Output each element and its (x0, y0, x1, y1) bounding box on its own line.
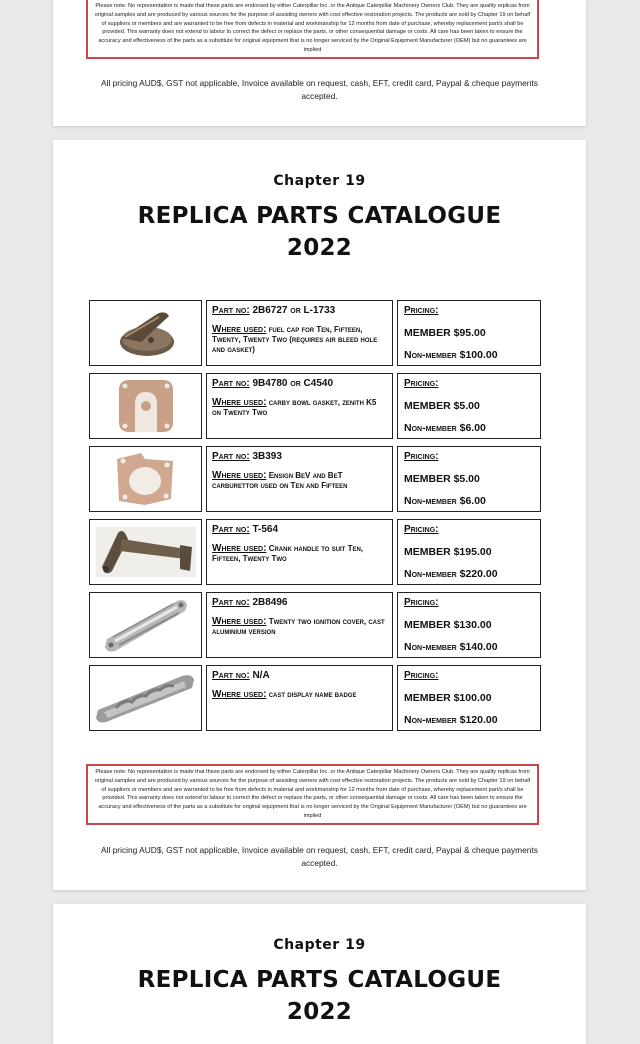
part-number (212, 305, 387, 317)
member-price: MEMBER $95.00 (404, 327, 486, 339)
chapter-heading: Chapter 19 (273, 937, 366, 953)
part-row (89, 592, 541, 658)
where-used-label: Where used: (212, 689, 267, 700)
disclaimer-text: Please note: No representation is made that these parts are endorsed by either Caterpillar Inc. or the Antique Caterpillar Machinery Owners Club. They are quality replicas from original samples and are produced by various sources for the purpose of assisting owners with cost effective restoration projects. The products are sold by Chapter 19 on behalf of suppliers or members and are warranted to be free from defects in material and workmanship for 12 months from date of purchase, whereby replacement part/s shall be provided. This warranty does not extend to labour to correct the defect or replace the parts, or other consequential damage or costs. All care has been taken to ensure the accuracy and effectiveness of the parts as a substitute for original equipment that is no longer serviced by the Original Equipment Manufacturer (OEM) but no guarantees are implied (94, 3, 531, 53)
part-no-label: Part no: (212, 378, 250, 389)
part-no-value: 2B6727 or L-1733 (252, 305, 336, 316)
part-image-cell (89, 446, 202, 512)
part-no-value: N/A (252, 670, 270, 681)
part-info-cell (206, 519, 393, 585)
part-number (212, 524, 387, 536)
pricing-label: Pricing: (404, 670, 439, 681)
part-row (89, 519, 541, 585)
part-row (89, 446, 541, 512)
part-number (212, 597, 387, 609)
where-used-value: Ensign BeV and BeT carburettor used on Ten and Fifteen (212, 471, 348, 490)
non-member-price: Non-member $100.00 (404, 349, 498, 361)
pricing-cell (397, 592, 541, 658)
part-no-label: Part no: (212, 670, 250, 681)
part-no-label: Part no: (212, 305, 250, 316)
where-used-value: cast display name badge (268, 690, 357, 699)
pricing-cell (397, 519, 541, 585)
pricing-cell (397, 300, 541, 366)
where-used-label: Where used: (212, 324, 267, 335)
ensign-gasket-image (111, 449, 181, 509)
where-used (212, 544, 387, 564)
part-info-cell (206, 300, 393, 366)
non-member-price: Non-member $120.00 (404, 714, 498, 726)
part-image-cell (89, 373, 202, 439)
part-no-value: 2B8496 (252, 597, 288, 608)
where-used (212, 325, 387, 355)
where-used-label: Where used: (212, 543, 267, 554)
part-info-cell (206, 665, 393, 731)
part-number (212, 670, 387, 682)
pricing-label: Pricing: (404, 305, 439, 316)
non-member-price: Non-member $6.00 (404, 422, 486, 434)
where-used (212, 617, 387, 637)
pricing-label: Pricing: (404, 378, 439, 389)
disclaimer-box (86, 0, 539, 59)
member-price: MEMBER $5.00 (404, 400, 480, 412)
where-used-value: fuel cap for Ten, Fifteen, Twenty, Twenty Two (requires air bleed hole and gasket) (212, 325, 378, 354)
pricing-label: Pricing: (404, 597, 439, 608)
part-no-value: 9B4780 or C4540 (252, 378, 334, 389)
member-price: MEMBER $195.00 (404, 546, 492, 558)
name-badge-image (94, 670, 198, 726)
part-row (89, 373, 541, 439)
pricing-note: All pricing AUD$, GST not applicable, Invoice available on request, cash, EFT, credit card, Paypal & cheque payments accepted. (101, 845, 538, 868)
pricing-label: Pricing: (404, 451, 439, 462)
part-image-cell (89, 300, 202, 366)
catalogue-title: REPLICA PARTS CATALOGUE (137, 967, 502, 993)
part-row (89, 665, 541, 731)
member-price: MEMBER $100.00 (404, 692, 492, 704)
pricing-label: Pricing: (404, 524, 439, 535)
previous-page (53, 0, 586, 126)
non-member-price: Non-member $140.00 (404, 641, 498, 653)
where-used-label: Where used: (212, 397, 267, 408)
non-member-price: Non-member $6.00 (404, 495, 486, 507)
part-number (212, 451, 387, 463)
part-no-label: Part no: (212, 451, 250, 462)
where-used (212, 690, 387, 700)
pricing-cell (397, 665, 541, 731)
where-used-value: Crank handle to suit Ten, Fifteen, Twenty Two (212, 544, 364, 563)
part-image-cell (89, 519, 202, 585)
member-price: MEMBER $130.00 (404, 619, 492, 631)
fuel-cap-image (111, 306, 181, 360)
part-info-cell (206, 446, 393, 512)
where-used-value: carby bowl gasket, zenith K5 on Twenty Two (212, 398, 377, 417)
part-info-cell (206, 592, 393, 658)
pricing-cell (397, 446, 541, 512)
non-member-price: Non-member $220.00 (404, 568, 498, 580)
part-no-value: T-564 (252, 524, 279, 535)
part-image-cell (89, 592, 202, 658)
pricing-note: All pricing AUD$, GST not applicable, Invoice available on request, cash, EFT, credit card, Paypal & cheque payments accepted. (101, 78, 538, 101)
part-row (89, 300, 541, 366)
part-no-label: Part no: (212, 524, 250, 535)
pricing-cell (397, 373, 541, 439)
where-used-label: Where used: (212, 470, 267, 481)
where-used-label: Where used: (212, 616, 267, 627)
disclaimer-box (86, 764, 539, 825)
part-no-label: Part no: (212, 597, 250, 608)
catalogue-year: 2022 (286, 999, 353, 1025)
catalogue-year: 2022 (286, 235, 353, 261)
where-used-value: Twenty two ignition cover, cast aluminium version (212, 617, 385, 636)
where-used (212, 471, 387, 491)
part-image-cell (89, 665, 202, 731)
part-no-value: 3B393 (252, 451, 282, 462)
chapter-heading: Chapter 19 (273, 173, 366, 189)
next-page (53, 904, 586, 1044)
catalogue-title: REPLICA PARTS CATALOGUE (137, 203, 502, 229)
crank-handle-image (94, 525, 198, 579)
carby-gasket-image (111, 376, 181, 436)
disclaimer-text: Please note: No representation is made that these parts are endorsed by either Caterpillar Inc. or the Antique Caterpillar Machinery Owners Club. They are quality replicas from original samples and are produced by various sources for the purpose of assisting owners with cost effective restoration projects. The products are sold by Chapter 19 on behalf of suppliers or members and are warranted to be free from defects in material and workmanship for 12 months from date of purchase, whereby replacement part/s shall be provided. This warranty does not extend to labour to correct the defect or replace the parts, or other consequential damage or costs. All care has been taken to ensure the accuracy and effectiveness of the parts as a substitute for original equipment that is no longer serviced by the Original Equipment Manufacturer (OEM) but no guarantees are implied (94, 769, 531, 819)
member-price: MEMBER $5.00 (404, 473, 480, 485)
catalogue-page (53, 140, 586, 890)
part-number (212, 378, 387, 390)
where-used (212, 398, 387, 418)
ignition-cover-image (101, 595, 191, 655)
part-info-cell (206, 373, 393, 439)
